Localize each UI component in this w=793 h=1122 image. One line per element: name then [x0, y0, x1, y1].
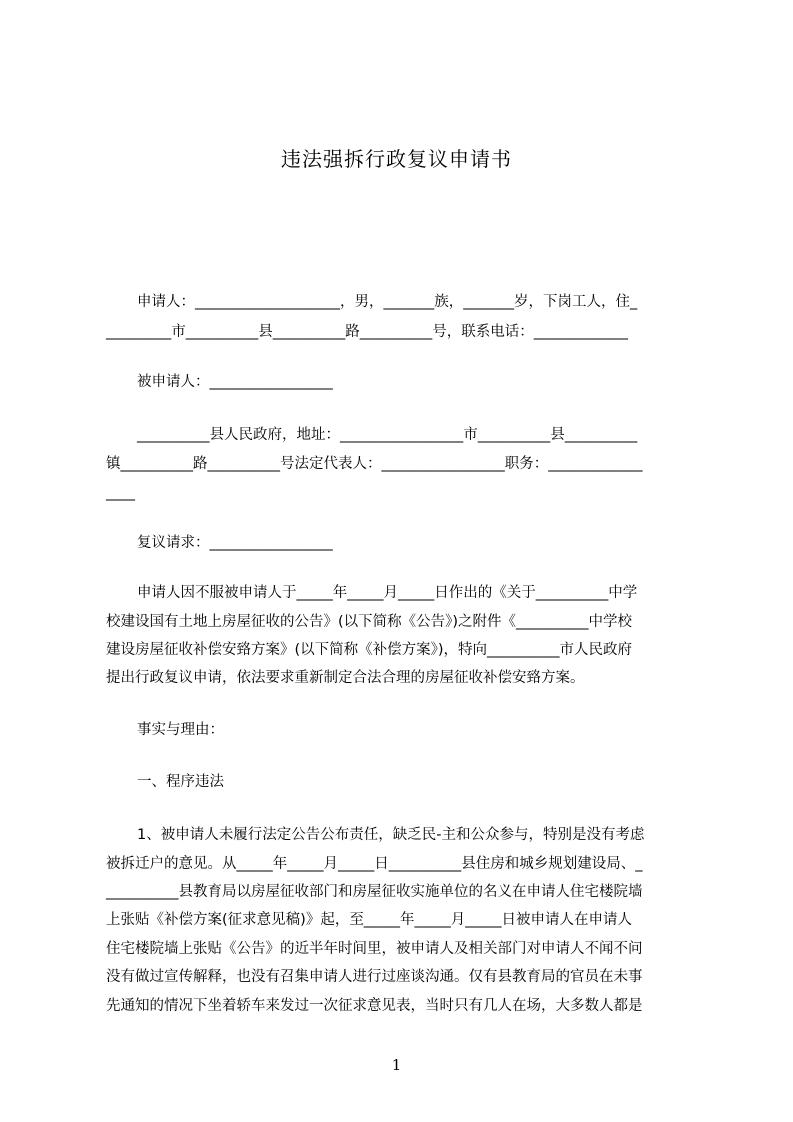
paragraph-line: 先通知的情况下坐着轿车来发过一次征求意见表，当时只有几人在场，大多数人都是: [106, 998, 643, 1014]
review-request-line: 复议请求：_________________: [137, 535, 333, 551]
paragraph-line: 申请人因不服被申请人于_____年_____月_____日作出的《关于__________中学: [137, 585, 638, 601]
respondent-detail-line: 镇__________路__________号法定代表人：_________________职务：_____________: [106, 456, 643, 472]
applicant-line: 申请人：____________________，男，_______族，_______岁，下岗工人，住_: [137, 294, 638, 310]
respondent-detail-line: __________县人民政府，地址：_________________市__________县__________: [137, 427, 638, 443]
paragraph-line: 住宅楼院墙上张贴《公告》的近半年时间里，被申请人及相关部门对申请人不闻不问: [106, 941, 643, 957]
paragraph-line: 没有做过宣传解释，也没有召集申请人进行过座谈沟通。仅有县教育局的官员在未事: [106, 969, 643, 985]
applicant-address-line: _________市__________县__________路__________号，联系电话：_____________: [106, 324, 628, 340]
document-title: 违法强拆行政复议申请书: [281, 147, 512, 171]
paragraph-line: 1、被申请人未履行法定公告公布责任，缺乏民-主和公众参与，特别是没有考虑: [137, 827, 645, 843]
page-number: 1: [391, 1056, 402, 1074]
paragraph-line: 建设房屋征收补偿安臵方案》(以下简称《补偿方案》)，特向__________市人民政府: [106, 642, 633, 658]
paragraph-line: __________县教育局以房屋征收部门和房屋征收实施单位的名义在申请人住宅楼院墙: [106, 884, 643, 900]
paragraph-line: 上张贴《补偿方案(征求意见稿)》起，至_____年_____月_____日被申请人在申请人: [106, 912, 633, 928]
section-heading: 事实与理由：: [137, 722, 224, 738]
paragraph-line: 被拆迁户的意见。从_____年_____月_____日__________县住房和城乡规划建设局、_: [106, 856, 643, 872]
respondent-line: 被申请人：_________________: [137, 374, 333, 390]
respondent-detail-line: ____: [106, 485, 135, 501]
section-heading: 一、程序违法: [137, 774, 224, 790]
paragraph-line: 提出行政复议申请，依法要求重新制定合法合理的房屋征收补偿安臵方案。: [106, 670, 585, 686]
paragraph-line: 校建设国有土地上房屋征收的公告》(以下简称《公告》)之附件《__________中学校: [106, 614, 633, 630]
